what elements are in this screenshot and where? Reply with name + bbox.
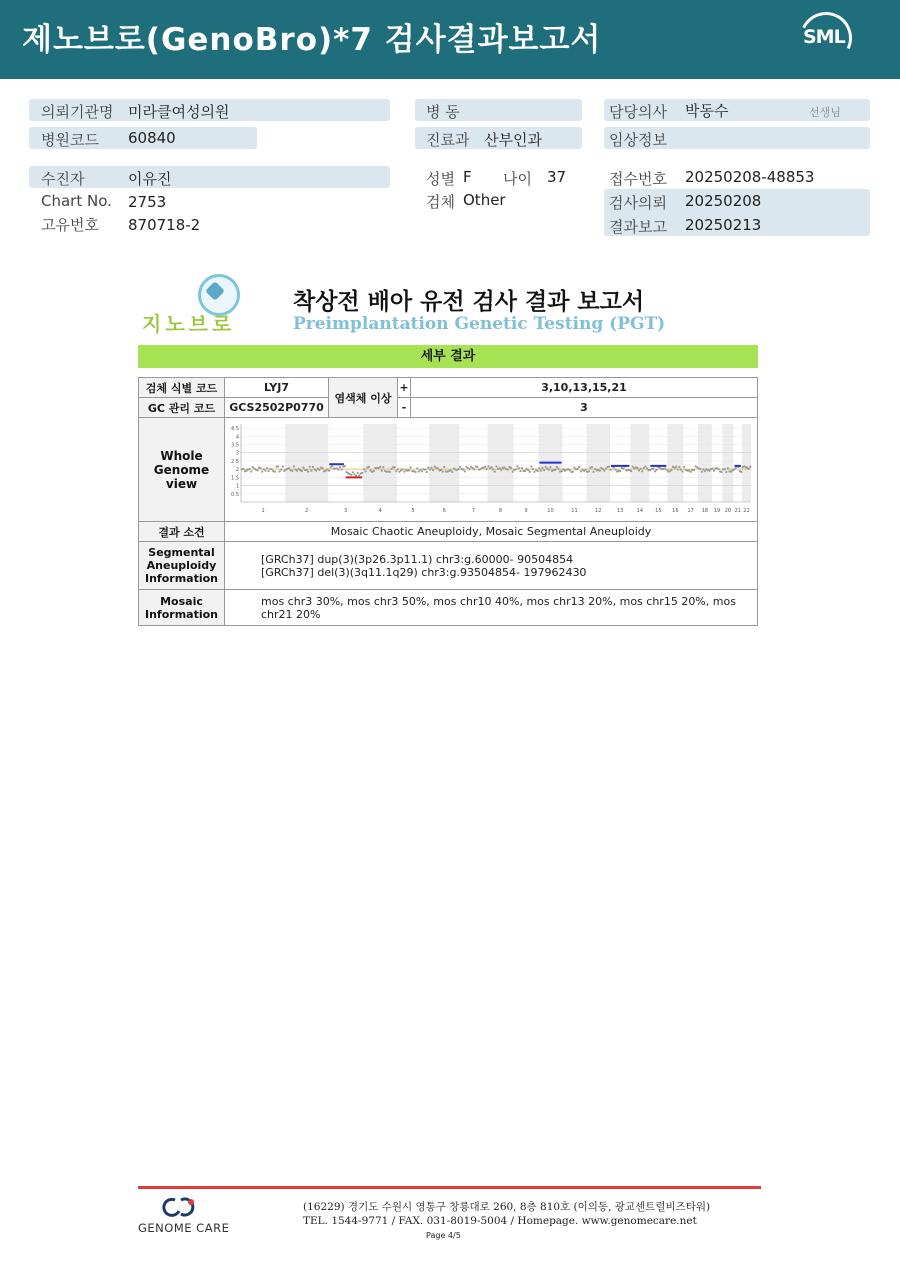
data-point [641,470,643,472]
data-point [499,467,501,469]
chromosome-band [698,424,712,502]
minus-chromosomes: 3 [411,398,758,418]
data-point [538,467,540,469]
data-point [310,470,312,472]
x-tick-label: 14 [636,508,644,514]
data-point [339,466,341,468]
chromosome-band [742,424,751,502]
data-point [640,468,642,470]
data-point [610,469,612,471]
data-point [410,466,412,468]
data-point [306,469,308,471]
data-point [379,466,381,468]
request-value: 20250208 [685,192,762,210]
segmental-line-1: [GRCh37] dup(3)(3p26.3p11.1) chr3:g.60000- 90504854 [261,552,574,566]
data-point [350,474,352,476]
data-point [699,468,701,470]
chromosome-band [586,424,610,502]
data-point [734,467,736,469]
data-point [646,467,648,469]
genome-view-cell [225,418,758,522]
data-point [690,471,692,473]
data-point [702,468,704,470]
data-point [569,469,571,471]
data-point [321,467,323,469]
y-tick-label: 1 [235,483,239,490]
finding-value: Mosaic Chaotic Aneuploidy, Mosaic Segmental Aneuploidy [225,522,758,542]
age-value: 37 [547,168,567,186]
data-point [578,466,580,468]
x-tick-label: 11 [571,508,578,514]
gc-code-value: GCS2502P0770 [225,398,329,418]
data-point [603,470,605,472]
genobro-logo-word: 지노브로 [142,312,236,336]
data-point [507,468,509,470]
x-tick-label: 4 [378,508,382,514]
hospital-code-value: 60840 [128,129,176,147]
y-tick-label: 1.5 [231,475,239,482]
data-point [720,471,722,473]
data-point [527,469,529,471]
data-point [749,466,751,468]
data-point [724,468,726,470]
data-point [622,468,624,470]
data-point [429,468,431,470]
data-point [740,471,742,473]
chart-no-label: Chart No. [41,192,112,210]
data-point [307,470,309,472]
data-point [426,471,428,473]
data-point [548,469,550,471]
x-tick-label: 6 [442,508,446,514]
data-point [337,468,339,470]
mosaic-label: Mosaic Information [139,590,225,626]
data-point [491,466,493,468]
x-tick-label: 13 [616,508,624,514]
chromosome-band [630,424,649,502]
genome-care-mark-icon [162,1196,198,1218]
data-point [403,471,405,473]
data-point [701,471,703,473]
data-point [288,467,290,469]
report-title-ko: 착상전 배아 유전 검사 결과 보고서 [293,289,645,315]
data-point [530,465,532,467]
data-point [591,466,593,468]
y-tick-label: 3 [235,450,239,457]
data-point [315,470,317,472]
age-label: 나이 [503,170,532,188]
data-point [363,468,365,470]
data-point [492,468,494,470]
data-point [704,470,706,472]
data-point [614,469,616,471]
minus-sign: - [398,398,411,418]
data-point [510,467,512,469]
data-point [296,470,298,472]
genome-care-name: GENOME CARE [138,1221,230,1235]
data-point [458,468,460,470]
chart-no-value: 2753 [128,193,167,211]
genome-chart [227,420,755,516]
y-tick-label: 4 [235,434,239,441]
data-point [533,471,535,473]
plus-chromosomes: 3,10,13,15,21 [411,378,758,398]
receipt-value: 20250208-48853 [685,168,815,186]
data-point [713,470,715,472]
plus-sign: + [398,378,411,398]
data-point [280,468,282,470]
data-point [693,469,695,471]
unique-id-value: 870718-2 [128,216,201,234]
genobro-logo [140,272,260,338]
data-point [459,466,461,468]
data-point [556,466,558,468]
x-tick-label: 21 [734,508,741,514]
x-tick-label: 18 [701,508,709,514]
chromosome-band [722,424,733,502]
y-tick-label: 0.5 [231,491,239,498]
chromosome-band [488,424,514,502]
data-point [619,470,621,472]
report-title-en: Preimplantation Genetic Testing (PGT) [293,314,666,334]
data-point [278,470,280,472]
data-point [301,470,303,472]
chromosome-band [363,424,397,502]
section-header: 세부 결과 [138,345,758,368]
specimen-value: Other [463,191,506,209]
x-tick-label: 20 [724,508,732,514]
request-label: 검사의뢰 [609,194,667,212]
data-point [352,471,354,473]
data-point [630,470,632,472]
contact-line: TEL. 1544-9771 / FAX. 031-8019-5004 / Homepage. www.genomecare.net [303,1215,697,1227]
sml-logo-text: SML [803,26,845,48]
genome-care-logo [138,1196,238,1240]
data-point [678,466,680,468]
data-point [357,472,359,474]
data-point [476,466,478,468]
data-point [484,466,486,468]
sml-logo [800,12,852,64]
data-point [656,469,658,471]
data-point [708,470,710,472]
x-tick-label: 19 [713,508,721,514]
data-point [494,470,496,472]
page-title: 제노브로(GenoBro)*7 검사결과보고서 [22,22,602,58]
data-point [394,466,396,468]
x-tick-label: 7 [471,508,476,514]
data-point [264,470,266,472]
data-point [748,468,750,470]
x-tick-label: 5 [411,508,415,514]
data-point [291,470,293,472]
data-point [532,468,534,470]
data-point [524,470,526,472]
sex-value: F [463,168,472,186]
data-point [573,467,575,469]
subject-label: 수진자 [41,170,85,188]
header-bar [0,0,900,79]
data-point [608,465,610,467]
x-tick-label: 1 [261,508,265,514]
sex-label: 성별 [426,170,455,188]
data-point [529,471,531,473]
department-label: 진료과 [426,131,470,149]
data-point [670,469,672,471]
data-point [408,469,410,471]
segmental-label: Segmental Aneuploidy Information [139,542,225,590]
data-point [419,469,421,471]
data-point [373,470,375,472]
data-point [365,470,367,472]
data-point [521,467,523,469]
data-point [717,468,719,470]
address-line: (16229) 경기도 수원시 영통구 창룡대로 260, 8층 810호 (이의동, 광교센트럴비즈타워) [303,1201,711,1213]
x-tick-label: 8 [498,508,503,514]
data-point [632,466,634,468]
data-point [267,470,269,472]
data-point [464,470,466,472]
hospital-label: 의뢰기관명 [41,103,114,121]
data-point [328,469,330,471]
specimen-label: 검체 [426,193,455,211]
gc-code-label: GC 관리 코드 [139,398,225,418]
data-point [665,469,667,471]
x-tick-label: 17 [687,508,694,514]
data-point [318,469,320,471]
x-tick-label: 22 [743,508,750,514]
data-point [252,466,254,468]
data-point [414,471,416,473]
data-point [418,470,420,472]
data-point [654,470,656,472]
data-point [487,465,489,467]
data-point [427,467,429,469]
data-point [266,467,268,469]
data-point [652,468,654,470]
data-point [683,466,685,468]
x-tick-label: 12 [595,508,602,514]
data-point [416,467,418,469]
data-point [312,466,314,468]
chromosome-band [667,424,683,502]
data-point [368,466,370,468]
data-point [644,465,646,467]
data-point [361,472,363,474]
ward-label: 병 동 [426,103,460,121]
data-point [344,465,346,467]
data-point [680,468,682,470]
data-point [545,466,547,468]
doctor-value: 박동수 [685,102,729,120]
data-point [541,467,543,469]
data-point [495,465,497,467]
specimen-code-value: LYJ7 [225,378,329,398]
x-tick-label: 15 [655,508,662,514]
data-point [397,468,399,470]
data-point [250,470,252,472]
data-point [519,470,521,472]
data-point [271,468,273,470]
data-point [580,470,582,472]
data-point [554,469,556,471]
data-point [440,469,442,471]
data-point [432,469,434,471]
data-point [451,471,453,473]
hospital-value: 미라클여성의원 [128,103,230,121]
data-point [592,471,594,473]
data-point [442,470,444,472]
x-tick-label: 9 [524,508,528,514]
subject-value: 이유진 [128,170,172,188]
data-point [588,470,590,472]
data-point [516,465,518,467]
data-point [675,466,677,468]
segmental-line-2: [GRCh37] del(3)(3q11.1q29) chr3:g.93504854- 197962430 [261,565,587,579]
y-tick-label: 2.5 [231,458,239,465]
data-point [381,470,383,472]
department-value: 산부인과 [484,131,542,149]
data-point [302,466,304,468]
mosaic-info: mos chr3 30%, mos chr3 50%, mos chr10 40%, mos chr13 20%, mos chr15 20%, mos chr21 20% [225,590,758,626]
data-point [242,468,244,470]
data-point [309,466,311,468]
doctor-label: 담당의사 [609,103,667,121]
data-point [518,467,520,469]
x-tick-label: 10 [547,508,554,514]
data-point [293,465,295,467]
data-point [561,470,563,472]
data-point [437,467,439,469]
data-point [249,468,251,470]
genome-view-label: Whole Genome view [139,418,225,522]
data-point [599,470,601,472]
data-point [636,467,638,469]
data-point [430,467,432,469]
data-point [256,469,258,471]
data-point [282,465,284,467]
hospital-code-label: 병원코드 [41,131,99,149]
data-point [537,470,539,472]
data-point [390,468,392,470]
data-point [274,471,276,473]
data-point [421,470,423,472]
report-date-value: 20250213 [685,216,762,234]
data-point [585,469,587,471]
data-point [424,469,426,471]
data-point [443,466,445,468]
abnormality-label: 염색체 이상 [329,378,398,418]
data-point [540,470,542,472]
footer-divider [138,1186,761,1189]
data-point [500,469,502,471]
finding-label: 결과 소견 [139,522,225,542]
data-point [727,467,729,469]
data-point [572,471,574,473]
data-point [503,466,505,468]
data-point [549,466,551,468]
data-point [512,471,514,473]
data-point [462,469,464,471]
data-point [358,474,360,476]
data-point [260,467,262,469]
data-point [638,469,640,471]
x-tick-label: 3 [344,508,348,514]
data-point [515,468,517,470]
data-point [402,468,404,470]
data-point [577,468,579,470]
data-point [261,470,263,472]
receipt-label: 접수번호 [609,170,667,188]
data-point [725,471,727,473]
unique-id-label: 고유번호 [41,216,99,234]
data-point [450,469,452,471]
clinical-label: 임상정보 [609,131,667,149]
data-point [277,465,279,467]
data-point [331,465,333,467]
specimen-code-label: 검체 식별 코드 [139,378,225,398]
segmental-info [225,542,758,590]
data-point [486,468,488,470]
data-point [681,470,683,472]
chromosome-band [285,424,328,502]
results-table [138,377,758,626]
footer-address [303,1200,710,1228]
y-tick-label: 2 [235,467,239,474]
data-point [468,468,470,470]
x-tick-label: 16 [672,508,679,514]
report-date-label: 결과보고 [609,218,667,236]
data-point [341,468,343,470]
data-point [711,468,713,470]
y-tick-label: 3.5 [231,442,239,449]
doctor-suffix: 선생님 [809,106,841,119]
data-point [382,466,384,468]
chromosome-band [429,424,459,502]
x-tick-label: 2 [305,508,309,514]
data-point [677,468,679,470]
data-point [395,470,397,472]
data-point [557,468,559,470]
data-point [389,471,391,473]
data-point [473,468,475,470]
page-number: Page 4/5 [426,1231,461,1240]
data-point [543,469,545,471]
y-tick-label: 4.5 [231,426,239,433]
